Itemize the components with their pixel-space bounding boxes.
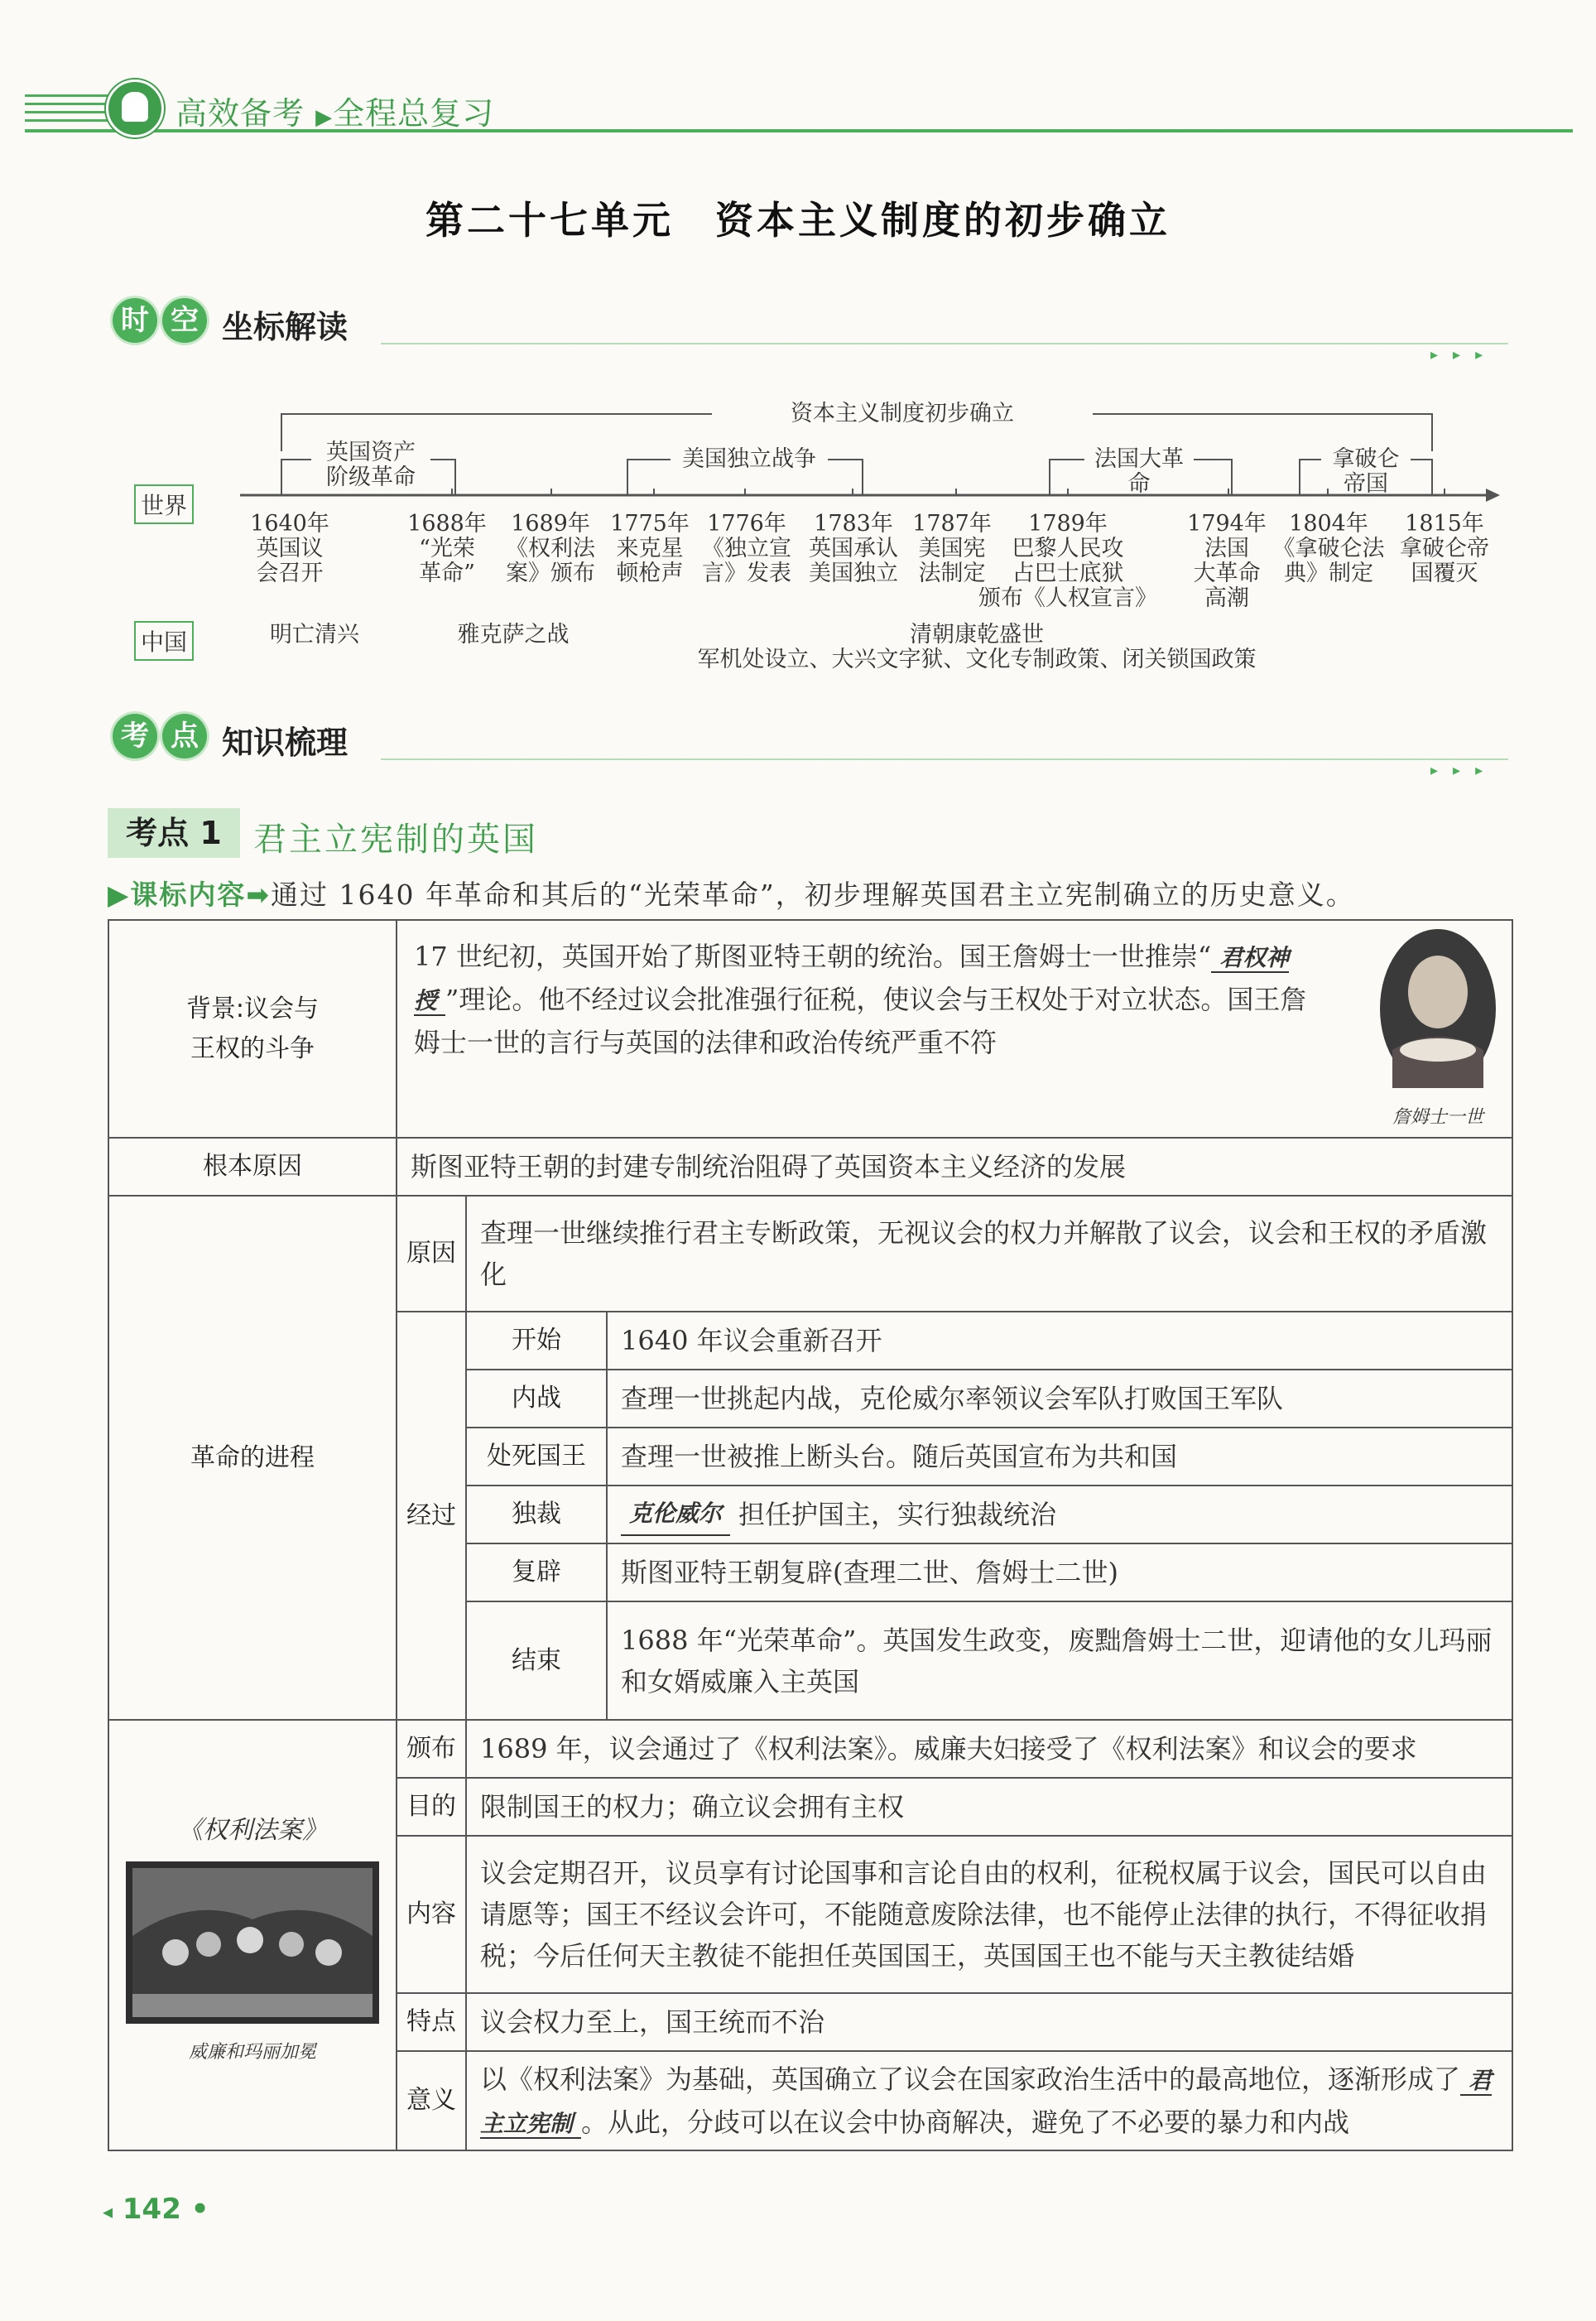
- section-title-knowledge: 知识梳理: [222, 725, 349, 761]
- row-root-cause-label: 根本原因: [108, 1137, 397, 1197]
- section-title-timeline: 坐标解读: [222, 309, 349, 345]
- bill-text: 1689 年，议会通过了《权利法案》。威廉夫妇接受了《权利法案》和议会的要求: [480, 1733, 1417, 1765]
- china-event-kangqian: 清朝康乾盛世: [910, 622, 1044, 648]
- bill-content-content: [465, 1835, 1513, 1994]
- row-background-label: 背景:议会与 王权的斗争: [108, 919, 397, 1139]
- brand-subtitle: 全程总复习: [333, 95, 495, 132]
- event-1689: 1689年 《权利法 案》颁布: [506, 511, 595, 586]
- page-number-text: 142: [122, 2193, 181, 2226]
- kaodian-badge: 考点 1: [108, 808, 240, 858]
- arrow-icon: ▶: [315, 105, 334, 130]
- row-process-label: 革命的进程: [108, 1195, 397, 1721]
- bill-label-significance: 意义: [396, 2050, 467, 2151]
- step-content-start: [606, 1311, 1513, 1370]
- kebiao-label: ▶课标内容➡: [108, 879, 272, 911]
- handwritten-answer-divine-right: 君权神授: [414, 944, 1290, 1014]
- step-content-civil-war: [606, 1369, 1513, 1428]
- bill-content-promulgation: [465, 1719, 1513, 1779]
- handwritten-answer-constitutional-monarchy: 君主立宪制: [480, 2067, 1493, 2137]
- bill-label-content: 内容: [396, 1835, 467, 1994]
- james-i-portrait: [1376, 926, 1500, 1100]
- step-text: 斯图亚特王朝复辟(查理二世、詹姆士二世): [621, 1557, 1118, 1588]
- step-content-end: [606, 1601, 1513, 1721]
- section-badge-kong: 空: [162, 298, 207, 343]
- bill-content-purpose: [465, 1777, 1513, 1837]
- background-text-a: 17 世纪初，英国开始了斯图亚特王朝的统治。国王詹姆士一世推崇“: [414, 941, 1212, 972]
- section-badge-dian: 点: [162, 714, 207, 758]
- page-dot-icon: •: [190, 2193, 209, 2226]
- event-1815: 1815年 拿破仑帝 国覆灭: [1400, 511, 1489, 586]
- page-arrow-icon: ◂: [103, 2200, 113, 2223]
- section-divider: [381, 758, 1508, 760]
- event-1787: 1787年 美国宪 法制定: [912, 511, 992, 586]
- step-label-civil-war: 内战: [465, 1369, 608, 1428]
- timeline-lines: [0, 0, 1596, 745]
- bill-text: 议会权力至上，国王统而不治: [480, 2006, 825, 2038]
- event-1775: 1775年 来克星 顿枪声: [610, 511, 690, 586]
- portrait-caption: 詹姆士一世: [1392, 1107, 1483, 1128]
- event-1640: 1640年 英国议 会召开: [250, 511, 329, 586]
- step-content-restoration: [606, 1543, 1513, 1602]
- coronation-picture: [126, 1861, 379, 2024]
- china-event-ming-qing: 明亡清兴: [270, 622, 359, 648]
- section-badge-shi: 时: [113, 298, 157, 343]
- step-label-end: 结束: [465, 1601, 608, 1721]
- kaodian-title: 君主立宪制的英国: [253, 821, 538, 859]
- section-arrows-icon: ▸▸▸: [1430, 346, 1498, 364]
- cause-content: [465, 1195, 1513, 1312]
- china-event-yaksa: 雅克萨之战: [457, 622, 570, 648]
- step-content-dictatorship: [606, 1485, 1513, 1544]
- section-badge-kao: 考: [113, 714, 157, 758]
- cause-text: 查理一世继续推行君主专断政策，无视议会的权力并解散了议会，议会和王权的矛盾激化: [480, 1217, 1488, 1290]
- row-root-cause-content: [396, 1137, 1513, 1197]
- china-label: 中国: [134, 621, 194, 661]
- step-content-execution: [606, 1427, 1513, 1486]
- bill-label-promulgation: 颁布: [396, 1719, 467, 1779]
- event-1794: 1794年 法国 大革命 高潮: [1187, 511, 1267, 611]
- unit-title: 第二十七单元 资本主义制度的初步确立: [425, 198, 1171, 243]
- kebiao-text: 通过 1640 年革命和其后的“光荣革命”，初步理解英国君主立宪制确立的历史意义。: [271, 879, 1355, 911]
- kebiao-line: [108, 874, 1355, 913]
- step-text: 查理一世被推上断头台。随后英国宣布为共和国: [621, 1441, 1178, 1472]
- event-1783: 1783年 英国承认 美国独立: [809, 511, 898, 586]
- bill-text: 限制国王的权力；确立议会拥有主权: [480, 1791, 905, 1823]
- china-event-policies: 军机处设立、大兴文字狱、文化专制政策、闭关锁国政策: [697, 647, 1257, 672]
- step-text: 1688 年“光荣革命”。英国发生政变，废黜詹姆士二世，迎请他的女儿玛丽和女婿威廉入主英国: [621, 1624, 1493, 1697]
- timeline-span-label: 资本主义制度初步确立: [712, 402, 1093, 426]
- step-label-restoration: 复辟: [465, 1543, 608, 1602]
- section-arrows-icon: ▸▸▸: [1430, 762, 1498, 779]
- phase-napoleon-empire: 拿破仑 帝国: [1332, 446, 1400, 497]
- phase-english-revolution: 英国资产 阶级革命: [326, 440, 416, 490]
- bill-content-feature: [465, 1992, 1513, 2052]
- event-1776: 1776年 《独立宣 言》发表: [702, 511, 791, 586]
- bill-text: 议会定期召开，议员享有讨论国事和言论自由的权利，征税权属于议会，国民可以自由请愿等；国王不经议会许可，不能随意废除法律，也不能停止法律的执行，不得征收捐税；今后任何天主教徒不能担任英国国王，英国国王也不能与天主教徒结婚: [480, 1857, 1488, 1972]
- root-cause-text: 斯图亚特王朝的封建专制统治阻碍了英国资本主义经济的发展: [411, 1151, 1127, 1182]
- coronation-caption: 威廉和玛丽加冕: [188, 2042, 316, 2063]
- step-text: 1640 年议会重新召开: [621, 1325, 882, 1356]
- cause-label: 原因: [396, 1195, 467, 1312]
- event-1789: 1789年 巴黎人民攻 占巴士底狱 颁布《人权宣言》: [978, 511, 1157, 611]
- row-bill-label: [108, 1719, 397, 2151]
- significance-text-a: 以《权利法案》为基础，英国确立了议会在国家政治生活中的最高地位，逐渐形成了: [480, 2063, 1461, 2095]
- bill-label-purpose: 目的: [396, 1777, 467, 1837]
- step-text: 担任护国主，实行独裁统治: [738, 1499, 1057, 1530]
- event-1804: 1804年 《拿破仑法 典》制定: [1272, 511, 1385, 586]
- handwritten-answer-cromwell: 克伦威尔: [621, 1493, 730, 1536]
- bill-label: 《权利法案》: [178, 1816, 327, 1845]
- significance-text-b: 。从此，分歧可以在议会中协商解决，避免了不必要的暴力和内战: [581, 2107, 1350, 2138]
- step-text: 查理一世挑起内战，克伦威尔率领议会军队打败国王军队: [621, 1383, 1284, 1414]
- row-background-content: [396, 919, 1513, 1139]
- phase-american-war: 美国独立战争: [682, 446, 816, 472]
- brand-text: 高效备考: [175, 95, 305, 132]
- bill-content-significance: [465, 2050, 1513, 2151]
- background-text-b: ”理论。他不经过议会批准强行征税，使议会与王权处于对立状态。国王詹姆士一世的言行与英国的法律和政治传统严重不符: [414, 984, 1307, 1058]
- step-label-start: 开始: [465, 1311, 608, 1370]
- step-label-execution: 处死国王: [465, 1427, 608, 1486]
- course-label: 经过: [396, 1311, 467, 1721]
- world-label: 世界: [134, 484, 194, 524]
- event-1688: 1688年 “光荣 革命”: [407, 511, 487, 586]
- page-number: [103, 2193, 209, 2226]
- bill-label-feature: 特点: [396, 1992, 467, 2052]
- step-label-dictatorship: 独裁: [465, 1485, 608, 1544]
- phase-french-revolution: 法国大革命: [1094, 446, 1184, 497]
